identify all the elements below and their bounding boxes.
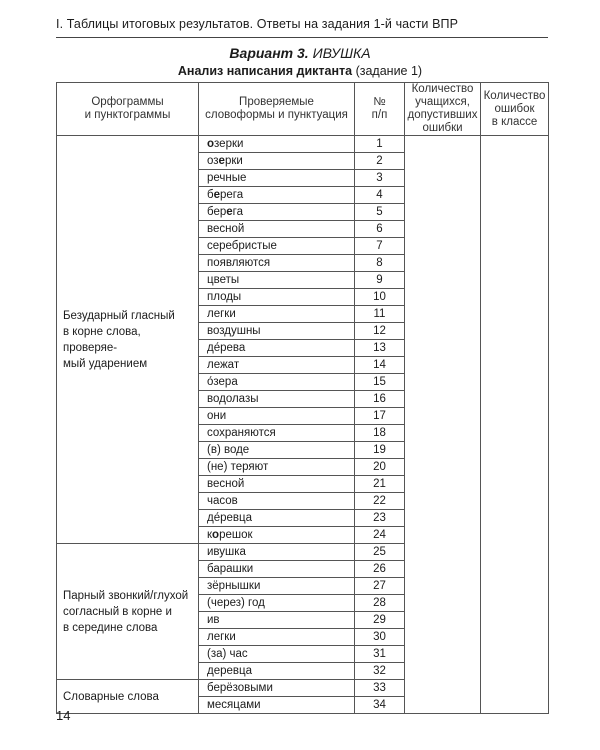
wordform-text-rest: зерки <box>214 137 244 150</box>
category-label: Словарные слова <box>63 690 159 703</box>
spelling-category <box>57 544 199 680</box>
wordform-cell <box>199 323 355 340</box>
highlighted-letter: е <box>218 154 225 167</box>
wordform-text: (не) теряют <box>207 460 269 473</box>
subtitle-task: (задание 1) <box>355 64 423 78</box>
wordform-text: берёзовыми <box>207 681 273 694</box>
wordform-cell <box>199 187 355 204</box>
wordform-cell <box>199 238 355 255</box>
header-spellings: Орфограммы и пунктограммы <box>57 83 199 136</box>
wordform-text: весной <box>207 477 245 490</box>
wordform-cell <box>199 153 355 170</box>
students-count-cell[interactable] <box>405 136 481 714</box>
wordform-text: бер <box>207 205 227 218</box>
row-number: 34 <box>355 697 405 714</box>
row-number: 25 <box>355 544 405 561</box>
row-number: 21 <box>355 476 405 493</box>
row-number: 11 <box>355 306 405 323</box>
wordform-text: серебристые <box>207 239 277 252</box>
row-number: 32 <box>355 663 405 680</box>
wordform-cell <box>199 612 355 629</box>
wordform-cell <box>199 476 355 493</box>
wordform-text: деревца <box>207 664 252 677</box>
row-number: 5 <box>355 204 405 221</box>
wordform-cell <box>199 170 355 187</box>
row-number: 16 <box>355 391 405 408</box>
wordform-cell <box>199 272 355 289</box>
wordform-cell <box>199 697 355 714</box>
row-number: 27 <box>355 578 405 595</box>
header-errors-count: Количество ошибок в классе <box>481 83 549 136</box>
wordform-text: цветы <box>207 273 240 286</box>
wordform-cell <box>199 425 355 442</box>
wordform-text: (через) год <box>207 596 265 609</box>
row-number: 9 <box>355 272 405 289</box>
row-number: 1 <box>355 136 405 153</box>
row-number: 14 <box>355 357 405 374</box>
wordform-cell <box>199 578 355 595</box>
wordform-cell <box>199 442 355 459</box>
header-number: № п/п <box>355 83 405 136</box>
highlighted-letter: о <box>212 528 220 541</box>
highlighted-letter: о <box>207 137 215 150</box>
wordform-text: (в) воде <box>207 443 250 456</box>
wordform-text: барашки <box>207 562 254 575</box>
row-number: 4 <box>355 187 405 204</box>
wordform-text: водолазы <box>207 392 259 405</box>
table-header-row <box>57 83 549 136</box>
wordform-cell <box>199 493 355 510</box>
wordform-cell <box>199 459 355 476</box>
wordform-text: де́ревца <box>207 511 252 524</box>
running-header: I. Таблицы итоговых результатов. Ответы на задания 1-й части ВПР <box>56 17 459 31</box>
category-label: Безударный гласный в корне слова, проверяе- мый ударением <box>63 309 175 370</box>
wordform-text: де́рева <box>207 341 246 354</box>
variant-title <box>0 45 600 61</box>
header-wordforms: Проверяемые словоформы и пунктуация <box>199 83 355 136</box>
wordform-text: легки <box>207 630 236 643</box>
wordform-text: (за) час <box>207 647 248 660</box>
wordform-cell <box>199 510 355 527</box>
wordform-text-rest: га <box>232 205 243 218</box>
wordform-text: б <box>207 188 214 201</box>
row-number: 13 <box>355 340 405 357</box>
wordform-text: ив <box>207 613 220 626</box>
errors-count-cell[interactable] <box>481 136 549 714</box>
wordform-cell <box>199 595 355 612</box>
wordform-text: речные <box>207 171 247 184</box>
wordform-text: лежат <box>207 358 240 371</box>
wordform-text: о́зера <box>207 375 238 388</box>
row-number: 23 <box>355 510 405 527</box>
table-subtitle <box>0 64 600 78</box>
row-number: 28 <box>355 595 405 612</box>
highlighted-letter: е <box>226 205 233 218</box>
wordform-text-rest: рки <box>224 154 243 167</box>
wordform-text: месяцами <box>207 698 261 711</box>
row-number: 22 <box>355 493 405 510</box>
wordform-cell <box>199 544 355 561</box>
row-number: 10 <box>355 289 405 306</box>
spelling-category <box>57 680 199 714</box>
wordform-cell <box>199 561 355 578</box>
row-number: 29 <box>355 612 405 629</box>
wordform-cell <box>199 629 355 646</box>
header-rule <box>56 37 548 38</box>
wordform-text: воздушны <box>207 324 261 337</box>
row-number: 6 <box>355 221 405 238</box>
variant-label: Вариант 3. <box>229 45 309 61</box>
wordform-cell <box>199 527 355 544</box>
row-number: 20 <box>355 459 405 476</box>
row-number: 3 <box>355 170 405 187</box>
spelling-category <box>57 136 199 544</box>
row-number: 15 <box>355 374 405 391</box>
wordform-cell <box>199 663 355 680</box>
table-row <box>57 136 549 153</box>
row-number: 33 <box>355 680 405 697</box>
wordform-text: часов <box>207 494 238 507</box>
wordform-text: оз <box>207 154 219 167</box>
row-number: 31 <box>355 646 405 663</box>
wordform-text-rest: решок <box>219 528 253 541</box>
wordform-cell <box>199 221 355 238</box>
dictation-analysis-table <box>56 82 549 714</box>
row-number: 8 <box>355 255 405 272</box>
wordform-cell <box>199 408 355 425</box>
wordform-text: ивушка <box>207 545 246 558</box>
wordform-cell <box>199 357 355 374</box>
row-number: 12 <box>355 323 405 340</box>
wordform-cell <box>199 204 355 221</box>
row-number: 18 <box>355 425 405 442</box>
wordform-text: они <box>207 409 227 422</box>
wordform-text: к <box>207 528 213 541</box>
wordform-cell <box>199 646 355 663</box>
wordform-cell <box>199 340 355 357</box>
row-number: 19 <box>355 442 405 459</box>
wordform-cell <box>199 374 355 391</box>
wordform-cell <box>199 136 355 153</box>
category-label: Парный звонкий/глухой согласный в корне и в середине слова <box>63 589 189 634</box>
highlighted-letter: е <box>213 188 220 201</box>
row-number: 24 <box>355 527 405 544</box>
wordform-cell <box>199 680 355 697</box>
header-students-count: Количество учащихся, допустивших ошибки <box>405 83 481 136</box>
wordform-text: сохраняются <box>207 426 276 439</box>
wordform-cell <box>199 391 355 408</box>
row-number: 26 <box>355 561 405 578</box>
wordform-text: появляются <box>207 256 271 269</box>
wordform-cell <box>199 289 355 306</box>
subtitle-bold: Анализ написания диктанта <box>177 64 353 78</box>
wordform-text: легки <box>207 307 236 320</box>
row-number: 2 <box>355 153 405 170</box>
wordform-text-rest: рега <box>220 188 244 201</box>
wordform-text: плоды <box>207 290 242 303</box>
wordform-text: весной <box>207 222 245 235</box>
page-number: 14 <box>56 708 71 723</box>
row-number: 30 <box>355 629 405 646</box>
variant-name: ИВУШКА <box>312 45 371 61</box>
wordform-cell <box>199 255 355 272</box>
wordform-text: зёрнышки <box>207 579 261 592</box>
row-number: 17 <box>355 408 405 425</box>
row-number: 7 <box>355 238 405 255</box>
wordform-cell <box>199 306 355 323</box>
